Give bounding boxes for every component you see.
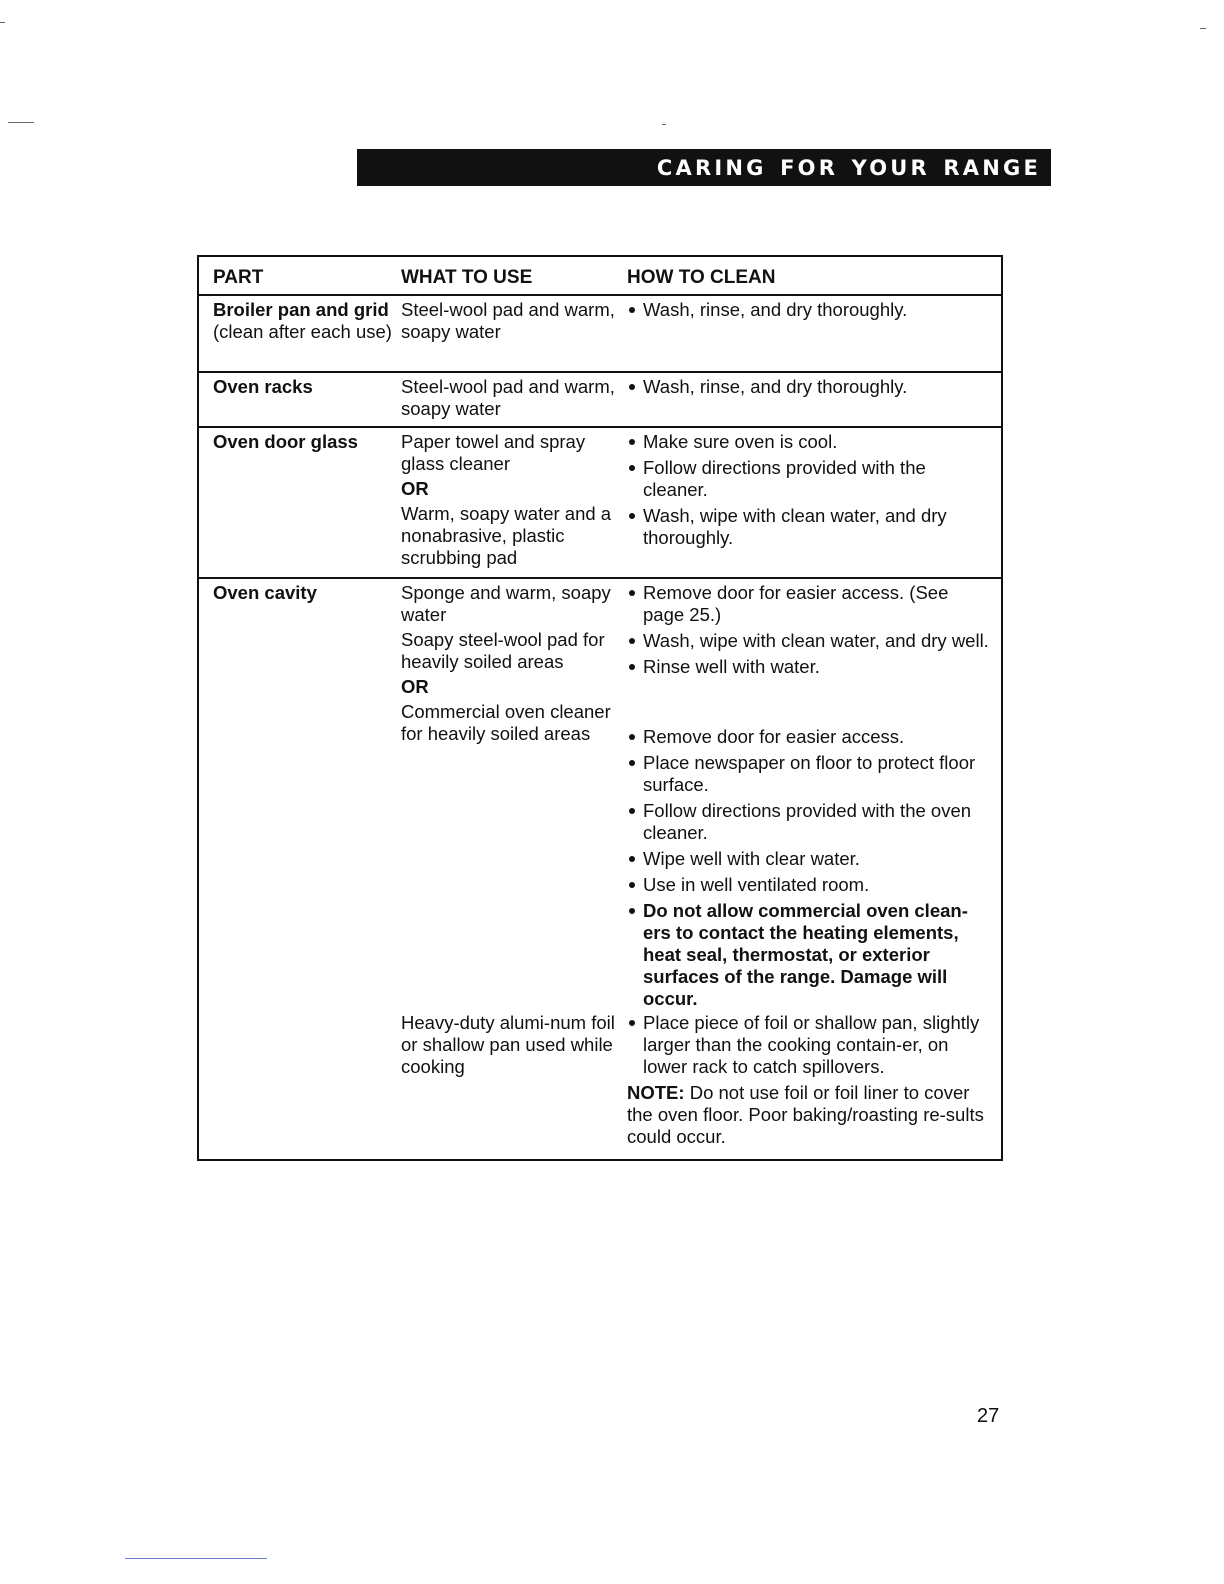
scan-speck: [0, 22, 5, 23]
how-to-clean-cell: [627, 431, 993, 553]
how-to-clean-cell: [627, 376, 993, 402]
part-note: (clean after each use): [213, 321, 392, 342]
list-item: Wash, wipe with clean water, and dry thoroughly.: [627, 505, 993, 549]
list-item: Wash, rinse, and dry thoroughly.: [627, 299, 993, 321]
what-to-use-cell: [401, 582, 616, 745]
list-item: Wash, rinse, and dry thoroughly.: [627, 376, 993, 398]
list-item: Remove door for easier access.: [627, 726, 993, 748]
list-item: Remove door for easier access. (See page 25.): [627, 582, 993, 626]
table-header-row: [199, 257, 1001, 296]
note: [627, 1082, 993, 1148]
part-cell: [213, 376, 393, 398]
what-to-use-cell-foil: Heavy-duty alumi-num foil or shallow pan used while cooking: [401, 1012, 615, 1077]
part-name: Broiler pan and grid: [213, 299, 389, 320]
material-option: Commercial oven cleaner for heavily soiled areas: [401, 701, 611, 744]
what-to-use-cell: [401, 431, 616, 569]
material-option: Warm, soapy water and a nonabrasive, plastic scrubbing pad: [401, 503, 612, 568]
how-to-clean-cell: [627, 299, 993, 325]
scan-artifact-line: [125, 1558, 267, 1559]
cleaning-table: [197, 255, 1003, 1161]
material-option: Soapy steel-wool pad for heavily soiled areas: [401, 629, 605, 672]
what-to-use-cell: Steel-wool pad and warm, soapy water: [401, 299, 615, 342]
part-name: Oven racks: [213, 376, 313, 397]
list-item: Follow directions provided with the cleaner.: [627, 457, 993, 501]
header-how-to-clean: HOW TO CLEAN: [627, 267, 776, 288]
table-row: [199, 577, 1001, 1159]
table-row: [199, 371, 1001, 428]
list-item: Use in well ventilated room.: [627, 874, 993, 896]
part-cell: [213, 299, 393, 343]
scan-speck: [8, 122, 34, 123]
list-item: Rinse well with water.: [627, 656, 993, 678]
section-banner: [357, 149, 1051, 186]
list-item: Wipe well with clear water.: [627, 848, 993, 870]
table-row: [199, 294, 1001, 373]
header-part: PART: [213, 267, 264, 288]
table-row: [199, 426, 1001, 579]
part-name: Oven cavity: [213, 582, 317, 603]
scan-speck: [1200, 28, 1206, 29]
how-to-clean-cell-commercial: [627, 726, 993, 1014]
section-title: CARING FOR YOUR RANGE: [656, 155, 1041, 180]
warning-item: Do not allow commercial oven clean-ers to contact the heating elements, heat seal, thermostat, or exterior surfaces of the range. Damage will occur.: [627, 900, 993, 1010]
list-item: Place piece of foil or shallow pan, slightly larger than the cooking contain-er, on lower rack to catch spillovers.: [627, 1012, 993, 1078]
list-item: Wash, wipe with clean water, and dry well.: [627, 630, 993, 652]
list-item: Make sure oven is cool.: [627, 431, 993, 453]
page-number: 27: [977, 1405, 1000, 1427]
header-what-to-use: WHAT TO USE: [401, 267, 533, 288]
or-label: OR: [401, 676, 429, 697]
list-item: Follow directions provided with the oven cleaner.: [627, 800, 993, 844]
material-option: Sponge and warm, soapy water: [401, 582, 611, 625]
how-to-clean-cell: [627, 582, 993, 682]
what-to-use-cell: Steel-wool pad and warm, soapy water: [401, 376, 615, 419]
note-text: Do not use foil or foil liner to cover the oven floor. Poor baking/roasting re-sults could occur.: [627, 1082, 984, 1147]
scan-speck: [662, 124, 666, 125]
part-cell: [213, 582, 393, 604]
list-item: Place newspaper on floor to protect floor surface.: [627, 752, 993, 796]
material-option: Paper towel and spray glass cleaner: [401, 431, 586, 474]
part-cell: [213, 431, 393, 453]
part-name: Oven door glass: [213, 431, 358, 452]
how-to-clean-cell-foil: [627, 1012, 993, 1148]
note-label: NOTE:: [627, 1082, 685, 1103]
or-label: OR: [401, 478, 429, 499]
